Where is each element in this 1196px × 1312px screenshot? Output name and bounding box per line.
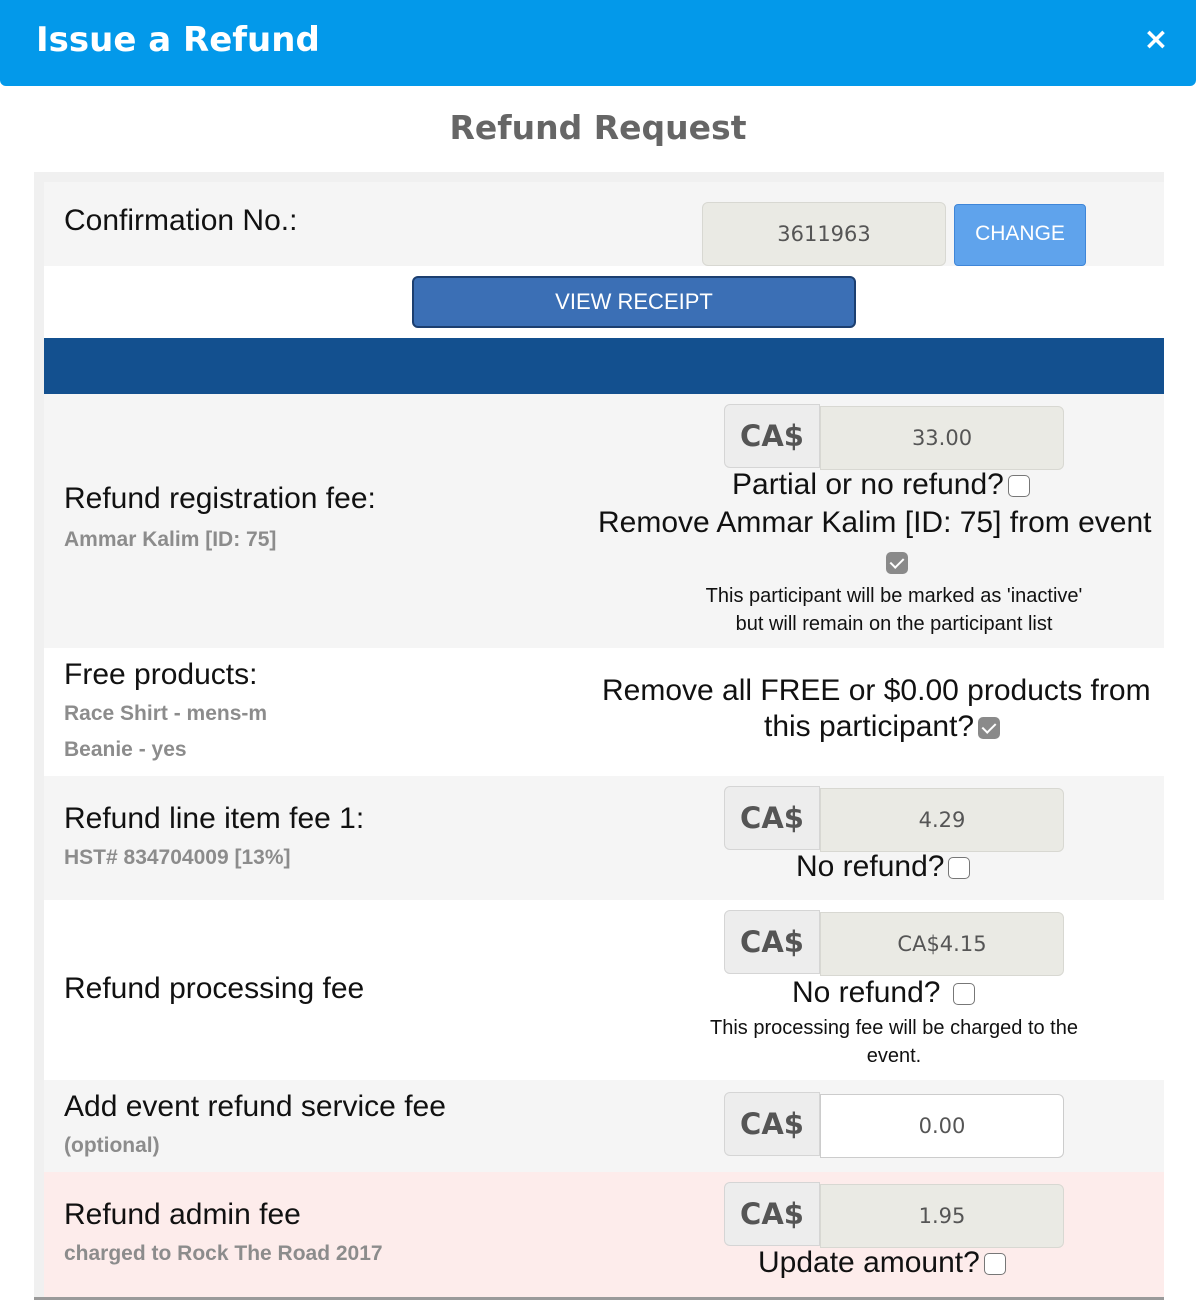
processing-note <box>614 1014 1164 1070</box>
confirmation-number-field[interactable]: 3611963 <box>702 202 946 266</box>
tax-info: HST# 834704009 [13%] <box>64 846 291 869</box>
partial-refund-checkbox[interactable] <box>1008 475 1030 497</box>
section-divider <box>44 338 1164 394</box>
registration-fee-row <box>44 394 1164 648</box>
currency-prefix: CA$ <box>724 1182 820 1246</box>
currency-prefix: CA$ <box>724 404 820 468</box>
view-receipt-button[interactable]: VIEW RECEIPT <box>412 276 856 328</box>
close-icon[interactable]: × <box>1143 22 1169 57</box>
line-item-no-refund-option <box>796 850 970 884</box>
line-item-fee-row <box>44 776 1164 900</box>
line-item-fee-label: Refund line item fee 1: <box>64 802 365 835</box>
list-item: Beanie - yes <box>64 738 187 761</box>
confirmation-row <box>44 182 1164 266</box>
processing-amount-field[interactable]: CA$4.15 <box>820 912 1064 976</box>
currency-prefix: CA$ <box>724 910 820 974</box>
remove-free-products-label-2: this participant? <box>764 710 975 743</box>
remove-free-products-option <box>764 710 1000 744</box>
change-button[interactable]: CHANGE <box>954 204 1086 266</box>
line-item-no-refund-checkbox[interactable] <box>948 857 970 879</box>
inactive-note <box>614 582 1164 638</box>
update-amount-option <box>758 1246 1006 1280</box>
service-fee-input[interactable]: 0.00 <box>820 1094 1064 1158</box>
update-amount-label: Update amount? <box>758 1246 980 1279</box>
service-fee-optional: (optional) <box>64 1134 160 1157</box>
processing-fee-label: Refund processing fee <box>64 972 365 1005</box>
processing-note-line1: This processing fee will be charged to the <box>710 1017 1078 1039</box>
admin-fee-label: Refund admin fee <box>64 1198 301 1231</box>
processing-note-line2: event. <box>866 1045 922 1067</box>
receipt-row <box>44 266 1164 338</box>
service-fee-row <box>44 1080 1164 1172</box>
page-title: Refund Request <box>449 108 747 147</box>
processing-fee-row <box>44 900 1164 1080</box>
processing-no-refund-checkbox[interactable] <box>953 983 975 1005</box>
inactive-note-line2: but will remain on the participant list <box>735 613 1053 635</box>
no-refund-label: No refund? <box>796 850 945 883</box>
registration-fee-label: Refund registration fee: <box>64 482 376 515</box>
service-fee-label: Add event refund service fee <box>64 1090 446 1123</box>
currency-prefix: CA$ <box>724 1092 820 1156</box>
remove-free-products-label: Remove all FREE or $0.00 products from <box>602 674 1151 707</box>
registration-amount-field[interactable]: 33.00 <box>820 406 1064 470</box>
remove-participant-checkbox[interactable] <box>886 552 908 574</box>
refund-form <box>34 172 1164 1300</box>
admin-fee-amount-field[interactable]: 1.95 <box>820 1184 1064 1248</box>
remove-participant-label: Remove Ammar Kalim [ID: 75] from event <box>598 506 1152 539</box>
dialog-title: Issue a Refund <box>36 20 320 60</box>
remove-free-products-checkbox[interactable] <box>978 717 1000 739</box>
line-item-amount-field[interactable]: 4.29 <box>820 788 1064 852</box>
admin-fee-row <box>44 1172 1164 1300</box>
partial-refund-label: Partial or no refund? <box>732 468 1004 501</box>
admin-fee-charged-to: charged to Rock The Road 2017 <box>64 1242 383 1265</box>
inactive-note-line1: This participant will be marked as 'inactive' <box>705 585 1083 607</box>
currency-prefix: CA$ <box>724 786 820 850</box>
confirmation-label: Confirmation No.: <box>64 204 298 237</box>
list-item: Race Shirt - mens-m <box>64 702 268 725</box>
participant-name: Ammar Kalim [ID: 75] <box>64 528 277 551</box>
free-products-row <box>44 648 1164 776</box>
dialog-header <box>0 0 1196 86</box>
partial-refund-option <box>732 468 1030 502</box>
free-products-label: Free products: <box>64 658 258 691</box>
update-amount-checkbox[interactable] <box>984 1253 1006 1275</box>
no-refund-label: No refund? <box>792 976 941 1009</box>
processing-no-refund-option <box>792 976 975 1010</box>
